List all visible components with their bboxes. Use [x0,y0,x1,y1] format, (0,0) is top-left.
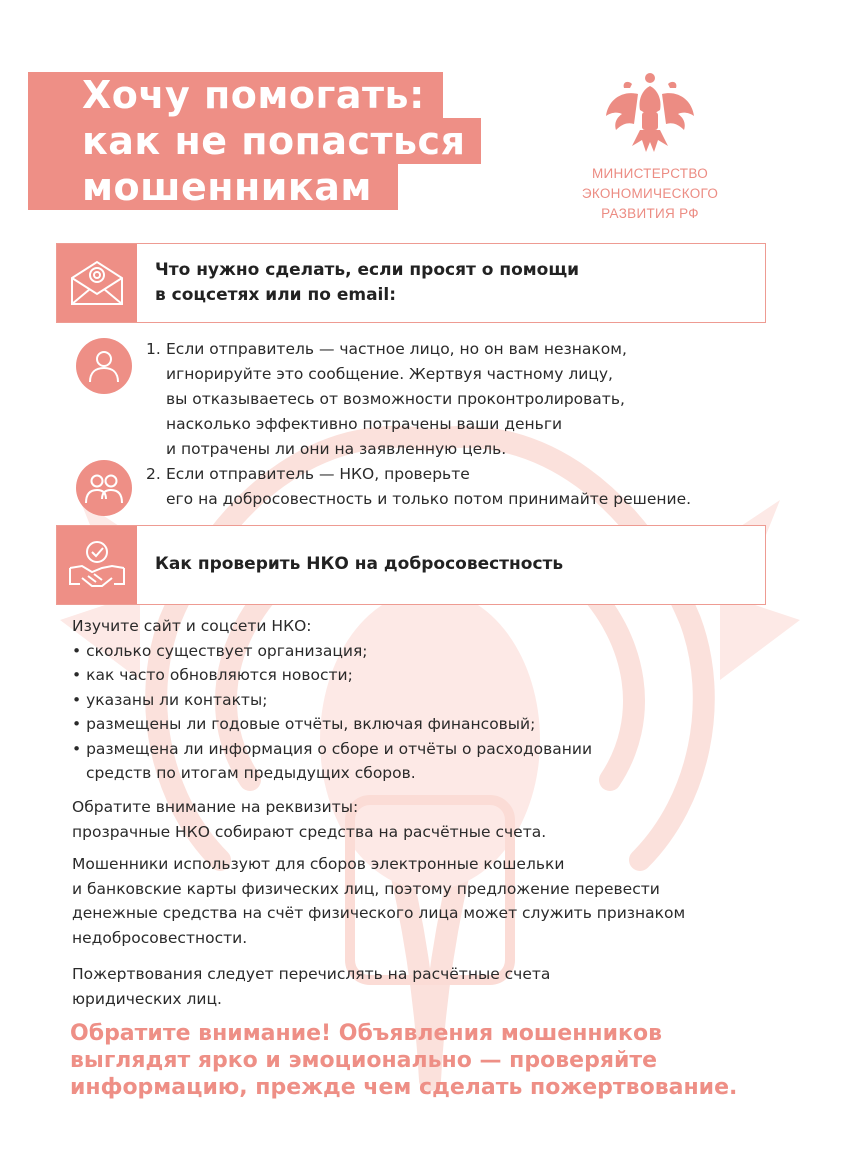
ministry-line-3: РАЗВИТИЯ РФ [601,206,699,221]
list-item-2 [146,462,766,512]
item-1-line-3: вы отказываетесь от возможности проконтролировать, [166,390,625,408]
fraud-line-4: недобросовестности. [72,928,248,947]
envelope-at-icon [57,244,137,322]
title-block [28,72,481,210]
title-line-3: мошенникам [28,164,398,210]
donations-line-2: юридических лиц. [72,989,222,1008]
warning-line-3: информацию, прежде чем сделать пожертвование. [70,1075,738,1100]
section-social-title-line-2: в соцсетях или по email: [155,285,396,305]
study-block [72,614,792,786]
list-item-1 [146,337,766,462]
item-1-line-4: насколько эффективно потрачены ваши деньги [166,415,563,433]
title-line-1: Хочу помогать: [28,72,443,118]
section-check-title: Как проверить НКО на добросовестность [155,554,564,574]
person-icon [76,338,132,394]
section-check-header [56,525,766,605]
section-social-title [155,258,755,308]
fraud-line-3: денежные средства на счёт физического лица может служить признаком [72,904,686,922]
study-bullet-5: • размещена ли информация о сборе и отчёты о расходовании [72,737,792,762]
warning-line-1: Обратите внимание! Объявления мошенников [70,1021,662,1046]
requisites-line-1: Обратите внимание на реквизиты: [72,798,359,816]
double-headed-eagle-emblem-icon [602,70,698,158]
handshake-check-icon [57,526,137,604]
study-bullet-4: • размещены ли годовые отчёты, включая финансовый; [72,712,792,737]
ministry-line-1: МИНИСТЕРСТВО [591,166,708,181]
study-bullet-5-continuation: средств по итогам предыдущих сборов. [86,764,416,782]
item-2-number: 2. [146,465,161,483]
item-1-line-5: и потрачены ли они на заявленную цель. [166,440,507,458]
fraud-line-2: и банковские карты физических лиц, поэтому предложение перевести [72,879,660,898]
item-2-line-1: Если отправитель — НКО, проверьте [166,465,470,483]
item-1-number: 1. [146,340,161,358]
section-social-title-line-1: Что нужно сделать, если просят о помощи [155,260,580,280]
group-icon [76,460,132,516]
warning-line-2: выглядят ярко и эмоционально — проверяйте [70,1048,658,1073]
donations-block [72,962,792,1011]
requisites-line-2: прозрачные НКО собирают средства на расчётные счета. [72,822,547,841]
study-bullet-3: • указаны ли контакты; [72,688,792,713]
item-1-line-2: игнорируйте это сообщение. Жертвуя частному лицу, [166,365,613,383]
warning-block [70,1020,810,1101]
title-line-2: как не попасться [28,118,481,164]
section-social-header [56,243,766,323]
ministry-logo [560,70,740,224]
requisites-block [72,795,792,844]
study-bullet-2: • как часто обновляются новости; [72,663,792,688]
study-bullet-1: • сколько существует организация; [72,639,792,664]
donations-line-1: Пожертвования следует перечислять на расчётные счета [72,965,551,983]
fraud-block [72,852,792,950]
item-2-line-2: его на добросовестность и только потом принимайте решение. [166,490,692,508]
fraud-line-1: Мошенники используют для сборов электронные кошельки [72,855,565,873]
study-intro: Изучите сайт и соцсети НКО: [72,617,312,635]
ministry-line-2: ЭКОНОМИЧЕСКОГО [581,186,719,201]
item-1-line-1: Если отправитель — частное лицо, но он вам незнаком, [166,340,627,358]
